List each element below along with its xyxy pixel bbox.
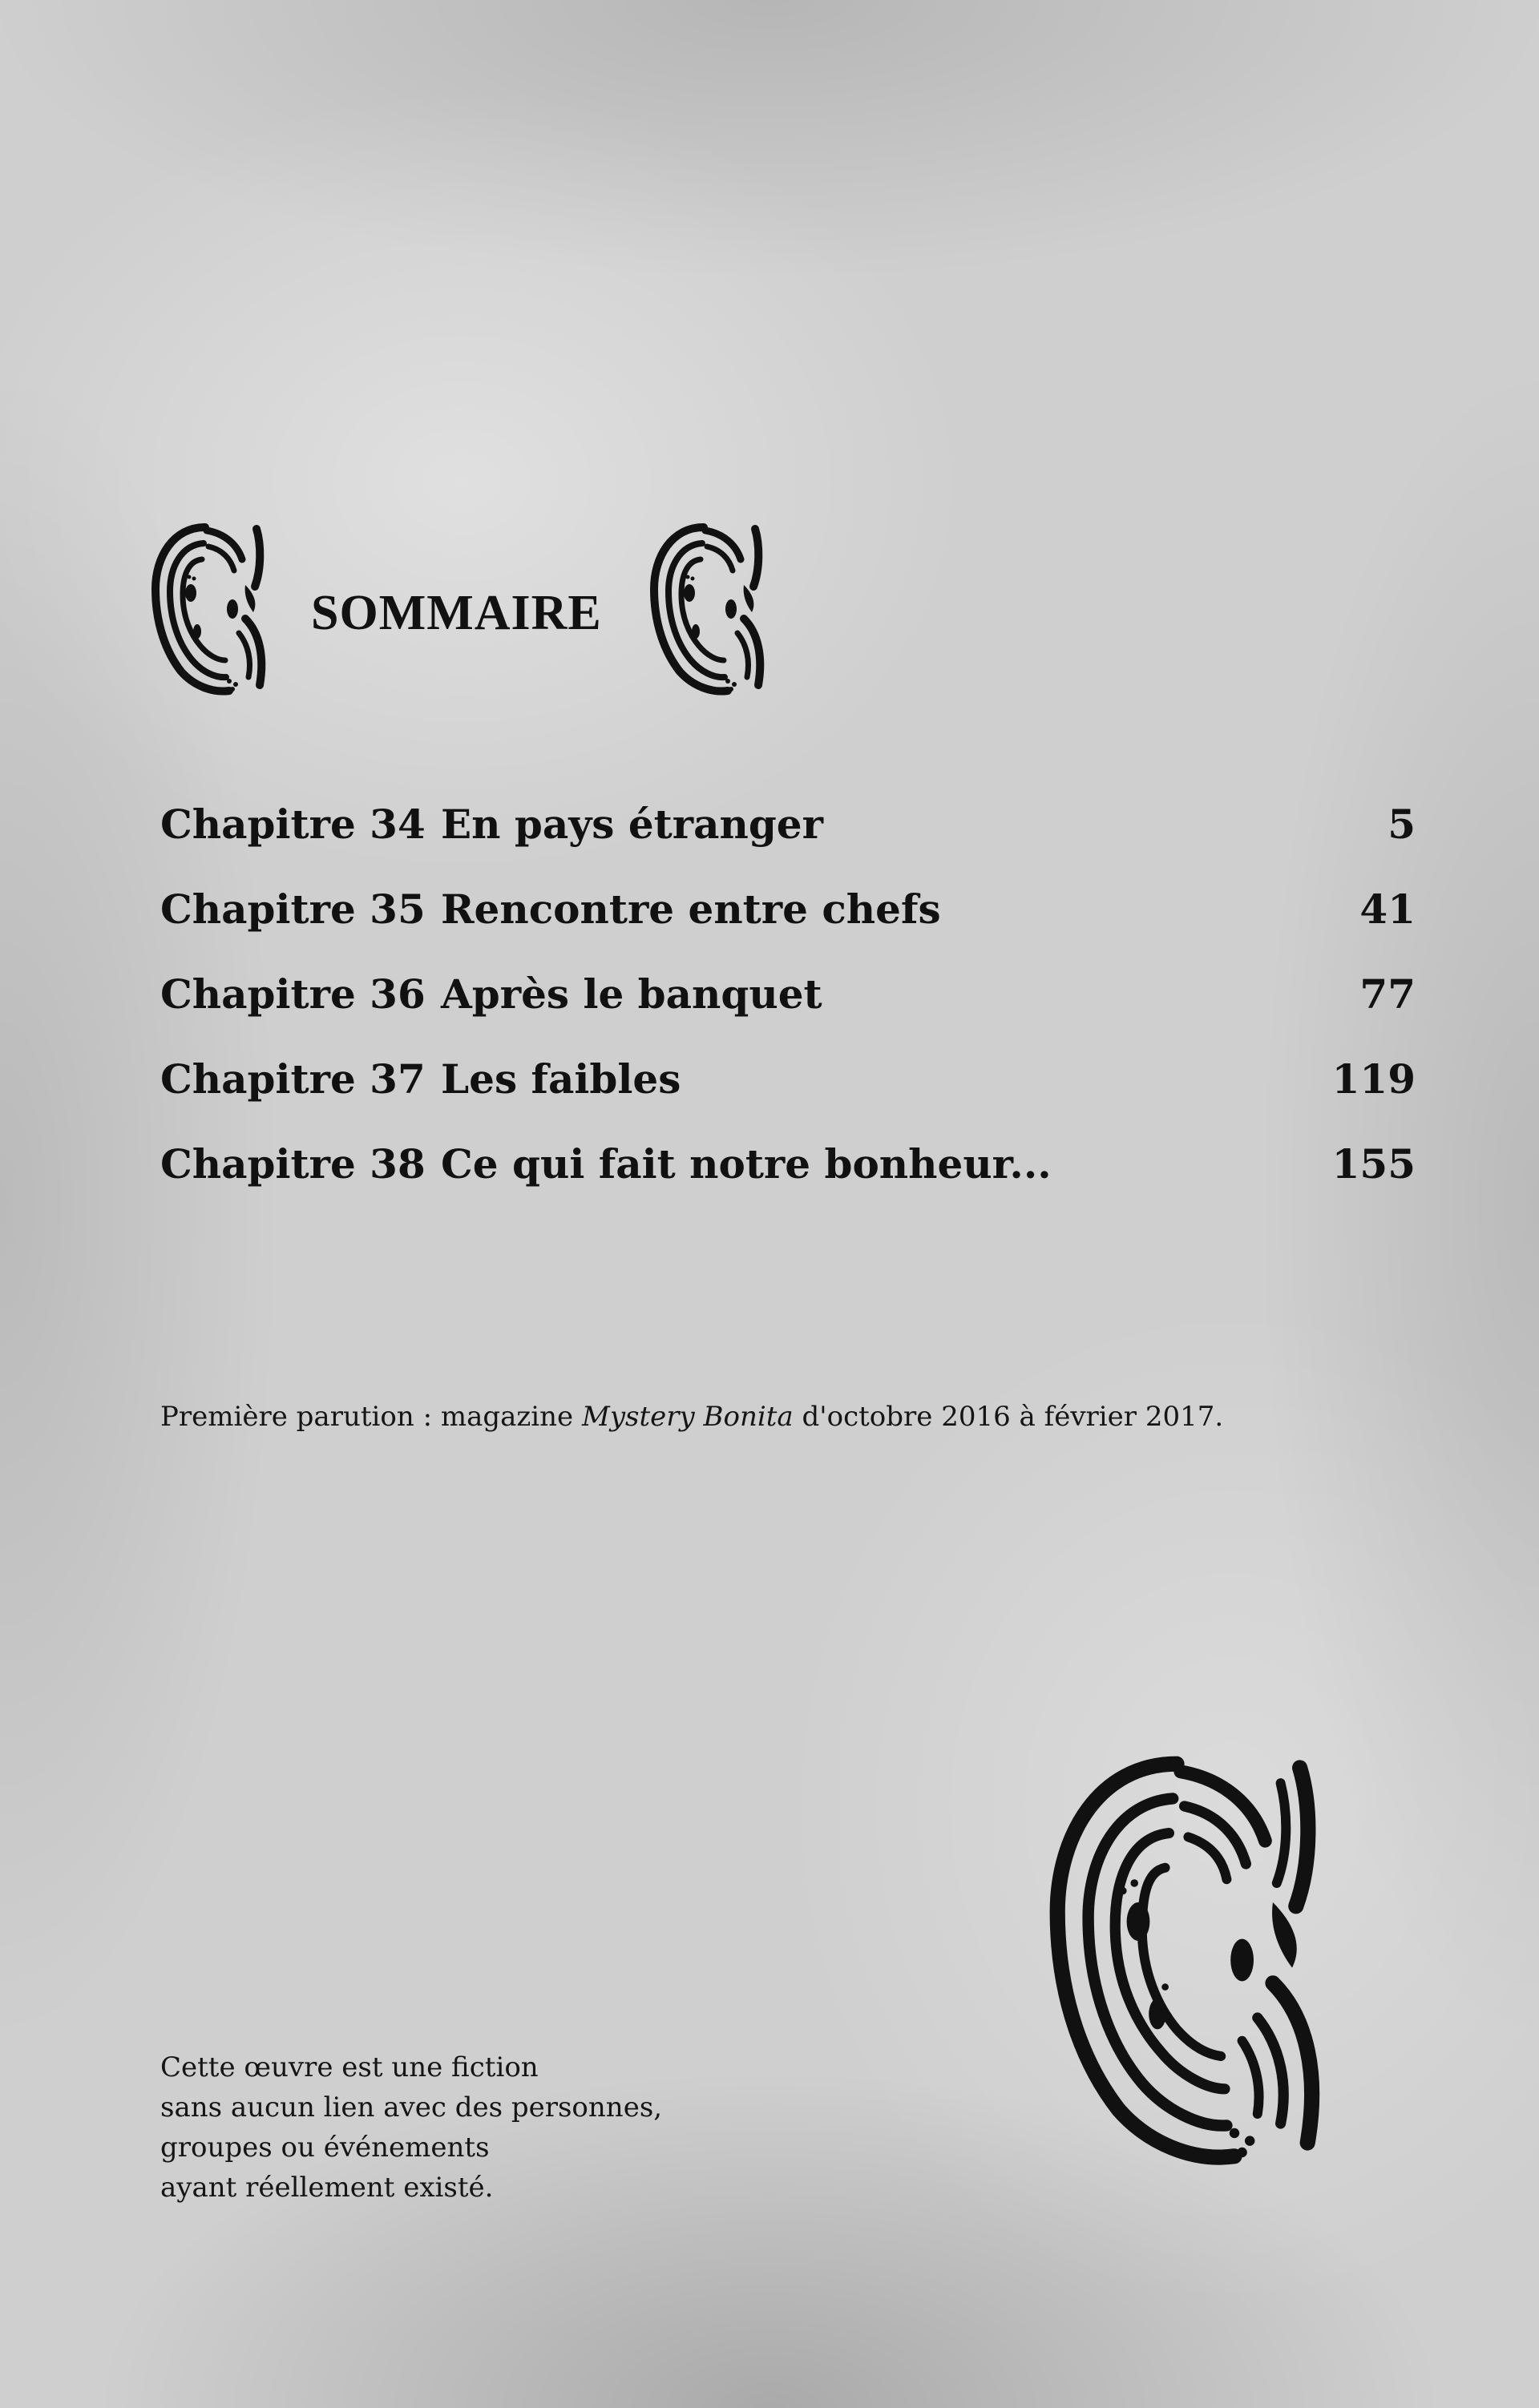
toc-chapter-number: Chapitre 37	[160, 1055, 426, 1103]
toc-chapter-title: Après le banquet	[441, 970, 822, 1018]
tribal-emblem-icon	[1042, 1727, 1331, 2184]
magazine-name: Mystery Bonita	[582, 1401, 794, 1433]
tribal-emblem-icon-right	[648, 513, 768, 701]
toc-chapter-number: Chapitre 38	[160, 1140, 426, 1188]
disclaimer-line: sans aucun lien avec des personnes,	[160, 2091, 663, 2124]
toc-page-number: 5	[1388, 801, 1416, 848]
toc-chapter-title: En pays étranger	[441, 801, 823, 848]
toc-chapter-number: Chapitre 35	[160, 885, 426, 933]
toc-entry-chapter-37	[160, 1037, 1416, 1122]
toc-chapter-title: Rencontre entre chefs	[441, 885, 941, 933]
toc-chapter-number: Chapitre 34	[160, 801, 426, 848]
disclaimer-line: groupes ou événements	[160, 2132, 490, 2164]
table-of-contents	[160, 782, 1416, 1207]
toc-page-number: 155	[1331, 1140, 1416, 1188]
toc-chapter-title: Ce qui fait notre bonheur...	[441, 1140, 1052, 1188]
disclaimer-line: Cette œuvre est une fiction	[160, 2051, 539, 2083]
toc-chapter-number: Chapitre 36	[160, 970, 426, 1018]
table-of-contents-title: SOMMAIRE	[311, 586, 602, 640]
first-publication-prefix: Première parution : magazine	[160, 1401, 582, 1433]
toc-entry-chapter-38	[160, 1122, 1416, 1207]
toc-page-number: 41	[1359, 885, 1416, 933]
toc-entry-chapter-36	[160, 952, 1416, 1037]
fiction-disclaimer	[160, 2047, 662, 2208]
disclaimer-line: ayant réellement existé.	[160, 2172, 494, 2204]
first-publication-suffix: d'octobre 2016 à février 2017.	[793, 1401, 1224, 1433]
toc-page-number: 119	[1331, 1055, 1416, 1103]
toc-page-number: 77	[1359, 970, 1416, 1018]
toc-chapter-title: Les faibles	[441, 1055, 681, 1103]
tribal-emblem-icon	[648, 513, 768, 701]
tribal-emblem-icon	[149, 513, 269, 701]
tribal-emblem-icon-large	[1042, 1727, 1331, 2184]
first-publication-note	[160, 1401, 1223, 1433]
tribal-emblem-icon-left	[149, 513, 269, 701]
toc-entry-chapter-34	[160, 782, 1416, 867]
toc-entry-chapter-35	[160, 867, 1416, 952]
